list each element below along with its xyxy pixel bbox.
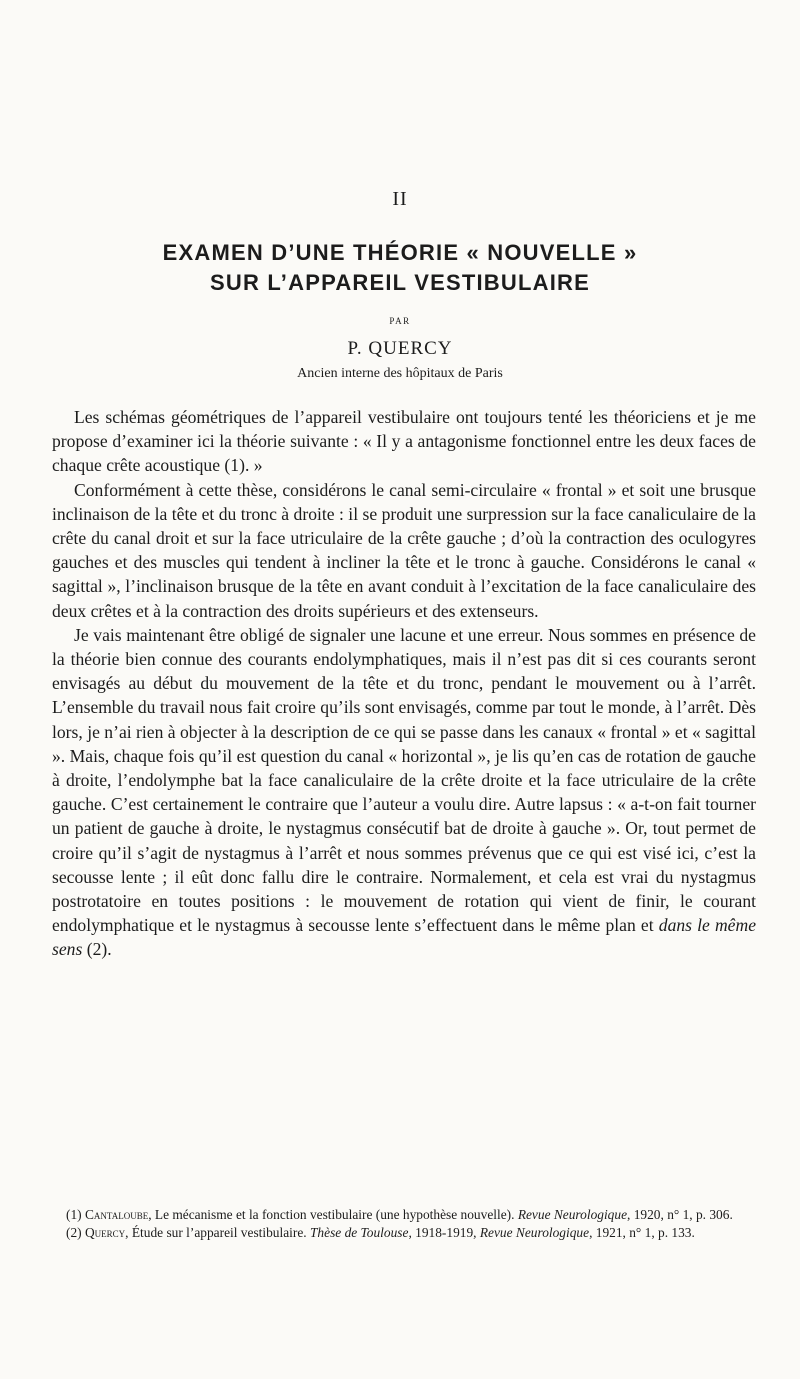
paragraph-3 [52,623,756,962]
footnote-1-text: , Le mécanisme et la fonction vestibulaire (une hypothèse nouvelle). [148,1207,518,1222]
title-line-2: SUR L’APPAREIL VESTIBULAIRE [210,270,590,295]
footnote-2-author: Quercy [84,1225,126,1240]
paragraph-2: Conformément à cette thèse, considérons le canal semi-circulaire « frontal » et soit une brusque inclinaison de la tête et du tronc à droite : il se produit une surpression sur la face canaliculaire de la crête du canal droit et sur la face utriculaire de la crête gauche ; d’où la contraction des oculogyres gauches et des muscles qui tendent à incliner la tête et le tronc à gauche. Considérons le canal « sagittal », l’inclinaison brusque de la tête en avant conduit à l’excitation de la face canaliculaire des deux crêtes et à la contraction des droits supérieurs et des extenseurs. [52,479,756,621]
footnote-2-number: (2) [66,1225,82,1240]
footnote-1-author: Cantaloube [84,1207,149,1222]
article-body [52,405,756,962]
title-line-1: EXAMEN D’UNE THÉORIE « NOUVELLE » [162,240,638,265]
byline-par: PAR [389,316,411,326]
footnote-1-number: (1) [66,1207,82,1222]
footnote-2-journal: Thèse de Toulouse [309,1225,409,1240]
footnote-2-ref-2: , 1921, n° 1, p. 133. [589,1225,695,1240]
paragraph-3-text: Je vais maintenant être obligé de signaler une lacune et une erreur. Nous sommes en présence de la théorie bien connue des courants endolymphatiques, mais il n’est pas dit si ces courants seront envisagés au début du mouvement de la tête et du tronc, pendant le mouvement ou à l’arrêt. L’ensemble du travail nous fait croire qu’ils sont envisagés, comme par tout le monde, à l’arrêt. Dès lors, je n’ai rien à objecter à la description de ce qui se passe dans les canaux « frontal » et « sagittal ». Mais, chaque fois qu’il est question du canal « horizontal », je lis qu’en cas de rotation de gauche à droite, l’endolymphe bat la face canaliculaire de la crête droite et la face utriculaire de la crête gauche. C’est certainement le contraire que l’auteur a voulu dire. Autre lapsus : « a-t-on fait tourner un patient de gauche à droite, le nystagmus consécutif bat de droite à gauche ». Or, tout permet de croire qu’il s’agit de nystagmus à l’arrêt et nous sommes prévenus que ce qui est visé ici, c’est la secousse lente ; il eût donc fallu dire le contraire. Normalement, et cela est vrai du nystagmus postrotatoire en toutes positions : le mouvement de rotation qui vient de finir, le courant endolymphatique et le nystagmus à secousse lente s’effectuent dans le même plan et [52,624,756,936]
paragraph-1: Les schémas géométriques de l’appareil vestibulaire ont toujours tenté les théoriciens et je me propose d’examiner ici la théorie suivante : « Il y a antagonisme fonctionnel entre les deux faces de chaque crête acoustique (1). » [52,407,756,476]
footnote-2-journal-2: Revue Neurologique [479,1225,590,1240]
footnote-2-text: , Étude sur l’appareil vestibulaire. [125,1225,310,1240]
footnote-2 [52,1224,756,1242]
author-affiliation: Ancien interne des hôpitaux de Paris [297,366,503,381]
footnote-1 [52,1206,756,1224]
paragraph-3-tail: (2). [82,939,112,960]
paragraph-3-emphasis: dans le même sens [52,915,756,960]
chapter-numeral: II [392,188,408,210]
author-name: P. QUERCY [347,338,453,359]
footnotes [52,1206,756,1242]
footnote-1-journal: Revue Neurologique [517,1207,628,1222]
footnote-2-ref: , 1918-1919, [408,1225,480,1240]
footnote-1-ref: , 1920, n° 1, p. 306. [627,1207,733,1222]
